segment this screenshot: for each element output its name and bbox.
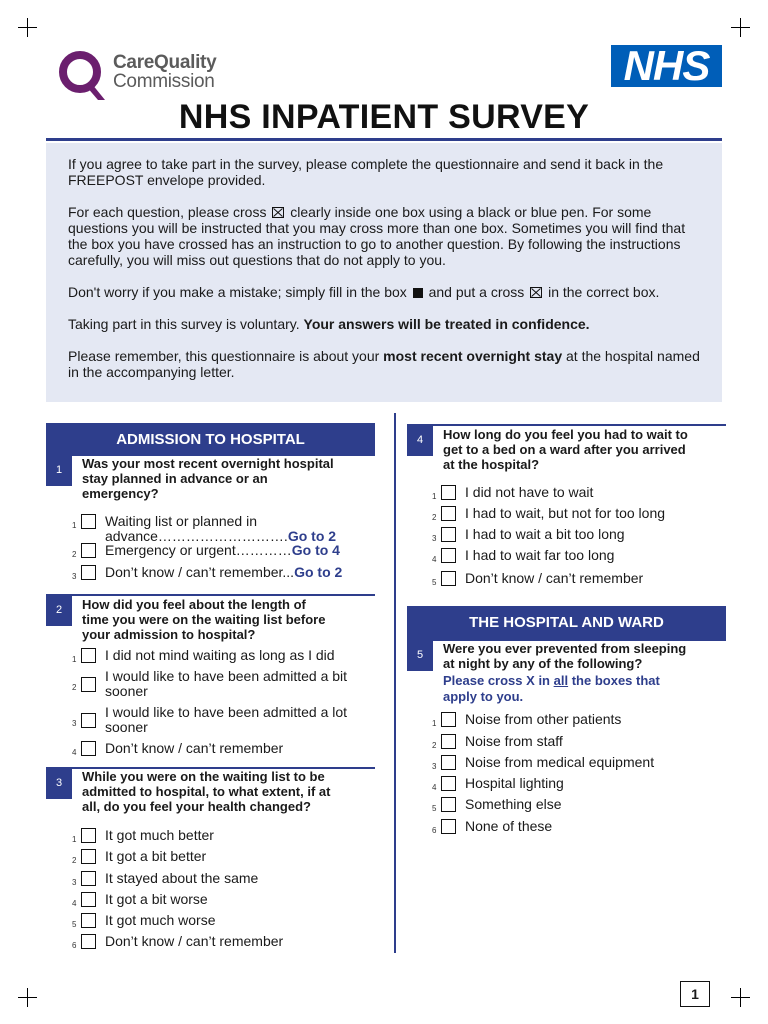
checkbox[interactable] xyxy=(441,819,456,834)
intro-text: Don't worry if you make a mistake; simply fill in the box xyxy=(68,284,407,300)
intro-bold-text: most recent overnight stay xyxy=(383,348,563,364)
question-text-line: Was your most recent overnight hospital xyxy=(82,456,334,471)
option-number: 1 xyxy=(72,521,77,530)
intro-paragraph-2 xyxy=(68,204,700,268)
intro-text: and put a cross xyxy=(428,284,525,300)
checkbox[interactable] xyxy=(81,871,96,886)
option-label xyxy=(105,514,336,544)
option-text: Don’t know / can’t remember... xyxy=(105,564,295,580)
question-2-text xyxy=(82,597,325,642)
option-label: Something else xyxy=(465,796,562,812)
instruction-text: in xyxy=(538,673,550,688)
option-number: 1 xyxy=(72,655,77,664)
column-divider xyxy=(394,413,396,953)
option-number: 6 xyxy=(432,826,437,835)
question-text-line: time you were on the waiting list before xyxy=(82,612,326,627)
question-number-5: 5 xyxy=(407,639,433,671)
checkbox[interactable] xyxy=(441,506,456,521)
checkbox[interactable] xyxy=(81,565,96,580)
intro-text: clearly inside one box using a black or blue pen. For some questions you will be instructed that you may cross more than one box. Sometimes you will find that the box you have crossed has an instruction to go to another question. By following the instructions carefully, you will miss out questions that do not apply to you. xyxy=(68,204,686,268)
option-number: 4 xyxy=(72,899,77,908)
option-label xyxy=(105,543,340,558)
option-text: Waiting list or planned in xyxy=(105,513,258,529)
option-label: Don’t know / can’t remember xyxy=(465,570,644,586)
option-number: 1 xyxy=(432,492,437,501)
option-label: It got a bit better xyxy=(105,848,207,864)
intro-paragraph-5 xyxy=(68,348,700,380)
question-rule xyxy=(407,424,726,426)
intro-text: in the correct box. xyxy=(548,284,660,300)
section-header-hospital-ward: THE HOSPITAL AND WARD xyxy=(407,606,726,639)
option-label: Noise from staff xyxy=(465,733,563,749)
checkbox[interactable] xyxy=(441,527,456,542)
checkbox[interactable] xyxy=(441,571,456,586)
nhs-logo: NHS xyxy=(611,45,722,87)
option-number: 3 xyxy=(432,534,437,543)
option-label: It got much worse xyxy=(105,912,216,928)
option-number: 3 xyxy=(72,572,77,581)
option-label: I had to wait a bit too long xyxy=(465,526,625,542)
checkbox[interactable] xyxy=(81,648,96,663)
question-number-1: 1 xyxy=(46,454,72,486)
question-text-line: While you were on the waiting list to be xyxy=(82,769,325,784)
option-text: sooner xyxy=(105,719,148,735)
option-label: It got a bit worse xyxy=(105,891,208,907)
option-label xyxy=(105,705,347,735)
option-number: 3 xyxy=(72,719,77,728)
option-text: sooner xyxy=(105,683,148,699)
checkbox[interactable] xyxy=(441,548,456,563)
cqc-logo xyxy=(58,48,258,104)
checkbox[interactable] xyxy=(441,797,456,812)
checkbox[interactable] xyxy=(81,741,96,756)
option-label: I did not mind waiting as long as I did xyxy=(105,647,335,663)
question-rule xyxy=(46,594,375,596)
option-number: 2 xyxy=(432,513,437,522)
checkbox[interactable] xyxy=(81,677,96,692)
option-number: 2 xyxy=(72,550,77,559)
question-text-line: all, do you feel your health changed? xyxy=(82,799,311,814)
checkbox[interactable] xyxy=(81,514,96,529)
option-text: I would like to have been admitted a lot xyxy=(105,704,348,720)
option-number: 5 xyxy=(72,920,77,929)
checkbox[interactable] xyxy=(441,755,456,770)
instruction-emphasis: all xyxy=(553,673,569,688)
cqc-q-icon xyxy=(58,48,108,104)
cqc-name-line2: Commission xyxy=(113,71,215,92)
go-to-instruction: Go to 4 xyxy=(291,542,340,558)
question-number-4: 4 xyxy=(407,424,433,456)
option-text: Emergency or urgent………… xyxy=(105,542,292,558)
instruction-text: the boxes that xyxy=(571,673,660,688)
title-rule xyxy=(46,138,722,141)
question-text-line: Were you ever prevented from sleeping xyxy=(443,641,687,656)
option-number: 2 xyxy=(72,856,77,865)
option-number: 1 xyxy=(432,719,437,728)
checkbox[interactable] xyxy=(81,934,96,949)
option-number: 4 xyxy=(432,783,437,792)
checkbox[interactable] xyxy=(441,712,456,727)
checkbox[interactable] xyxy=(81,849,96,864)
question-text-line: stay planned in advance or an xyxy=(82,471,268,486)
intro-paragraph-4 xyxy=(68,316,700,332)
question-number-2: 2 xyxy=(46,594,72,626)
question-text-line: How long do you feel you had to wait to xyxy=(443,427,688,442)
option-label xyxy=(105,669,347,699)
option-label: It stayed about the same xyxy=(105,870,259,886)
option-number: 5 xyxy=(432,578,437,587)
intro-bold-text: Your answers will be treated in confidence. xyxy=(303,316,590,332)
option-label: It got much better xyxy=(105,827,214,843)
question-text-line: at the hospital? xyxy=(443,457,540,472)
crossed-box-icon xyxy=(530,287,542,298)
option-label: Noise from other patients xyxy=(465,711,622,727)
checkbox[interactable] xyxy=(81,828,96,843)
option-text: advance………………………. xyxy=(105,528,288,544)
intro-text: at the hospital named in the accompanying letter. xyxy=(68,348,700,380)
option-label: Don’t know / can’t remember xyxy=(105,740,284,756)
checkbox[interactable] xyxy=(441,485,456,500)
go-to-instruction: Go to 2 xyxy=(287,528,337,544)
question-5-text xyxy=(443,641,686,671)
question-3-text xyxy=(82,769,330,814)
question-1-text xyxy=(82,456,334,501)
option-label xyxy=(105,565,342,580)
option-label: Don’t know / can’t remember xyxy=(105,933,284,949)
checkbox[interactable] xyxy=(81,892,96,907)
intro-paragraph-1: If you agree to take part in the survey, please complete the questionnaire and send it back in the FREEPOST envelope provided. xyxy=(68,156,664,188)
instruction-text: apply to you. xyxy=(443,689,524,704)
option-number: 6 xyxy=(72,941,77,950)
question-5-instruction xyxy=(443,673,660,705)
checkbox[interactable] xyxy=(441,776,456,791)
option-label: None of these xyxy=(465,818,553,834)
crossed-box-icon xyxy=(272,207,284,218)
cross-mark-icon: X xyxy=(526,673,535,688)
checkbox[interactable] xyxy=(441,734,456,749)
instruction-text: Please cross xyxy=(443,673,523,688)
go-to-instruction: Go to 2 xyxy=(294,564,343,580)
option-number: 3 xyxy=(432,762,437,771)
filled-box-icon xyxy=(413,288,423,298)
question-text-line: admitted to hospital, to what extent, if at xyxy=(82,784,331,799)
question-text-line: How did you feel about the length of xyxy=(82,597,306,612)
question-text-line: get to a bed on a ward after you arrived xyxy=(443,442,686,457)
intro-box xyxy=(46,143,722,402)
option-number: 2 xyxy=(72,683,77,692)
section-header-admission: ADMISSION TO HOSPITAL xyxy=(46,423,375,456)
option-number: 5 xyxy=(432,804,437,813)
question-number-3: 3 xyxy=(46,767,72,799)
option-label: Hospital lighting xyxy=(465,775,564,791)
option-label: I had to wait far too long xyxy=(465,547,615,563)
question-4-text xyxy=(443,427,688,472)
question-text-line: at night by any of the following? xyxy=(443,656,643,671)
question-text-line: your admission to hospital? xyxy=(82,627,256,642)
intro-paragraph-3 xyxy=(68,284,700,300)
option-number: 2 xyxy=(432,741,437,750)
option-number: 1 xyxy=(72,835,77,844)
intro-text: Taking part in this survey is voluntary. xyxy=(68,316,300,332)
option-number: 4 xyxy=(432,555,437,564)
checkbox[interactable] xyxy=(81,913,96,928)
cqc-name-line1: CareQuality xyxy=(113,52,217,73)
option-label: I had to wait, but not for too long xyxy=(465,505,666,521)
checkbox[interactable] xyxy=(81,713,96,728)
page-number: 1 xyxy=(680,981,710,1007)
option-text: I would like to have been admitted a bit xyxy=(105,668,348,684)
page-title: NHS INPATIENT SURVEY xyxy=(178,98,590,136)
option-label: I did not have to wait xyxy=(465,484,594,500)
checkbox[interactable] xyxy=(81,543,96,558)
question-text-line: emergency? xyxy=(82,486,159,501)
intro-text: For each question, please cross xyxy=(68,204,267,220)
option-number: 3 xyxy=(72,878,77,887)
option-number: 4 xyxy=(72,748,77,757)
option-label: Noise from medical equipment xyxy=(465,754,655,770)
intro-text: Please remember, this questionnaire is about your xyxy=(68,348,380,364)
